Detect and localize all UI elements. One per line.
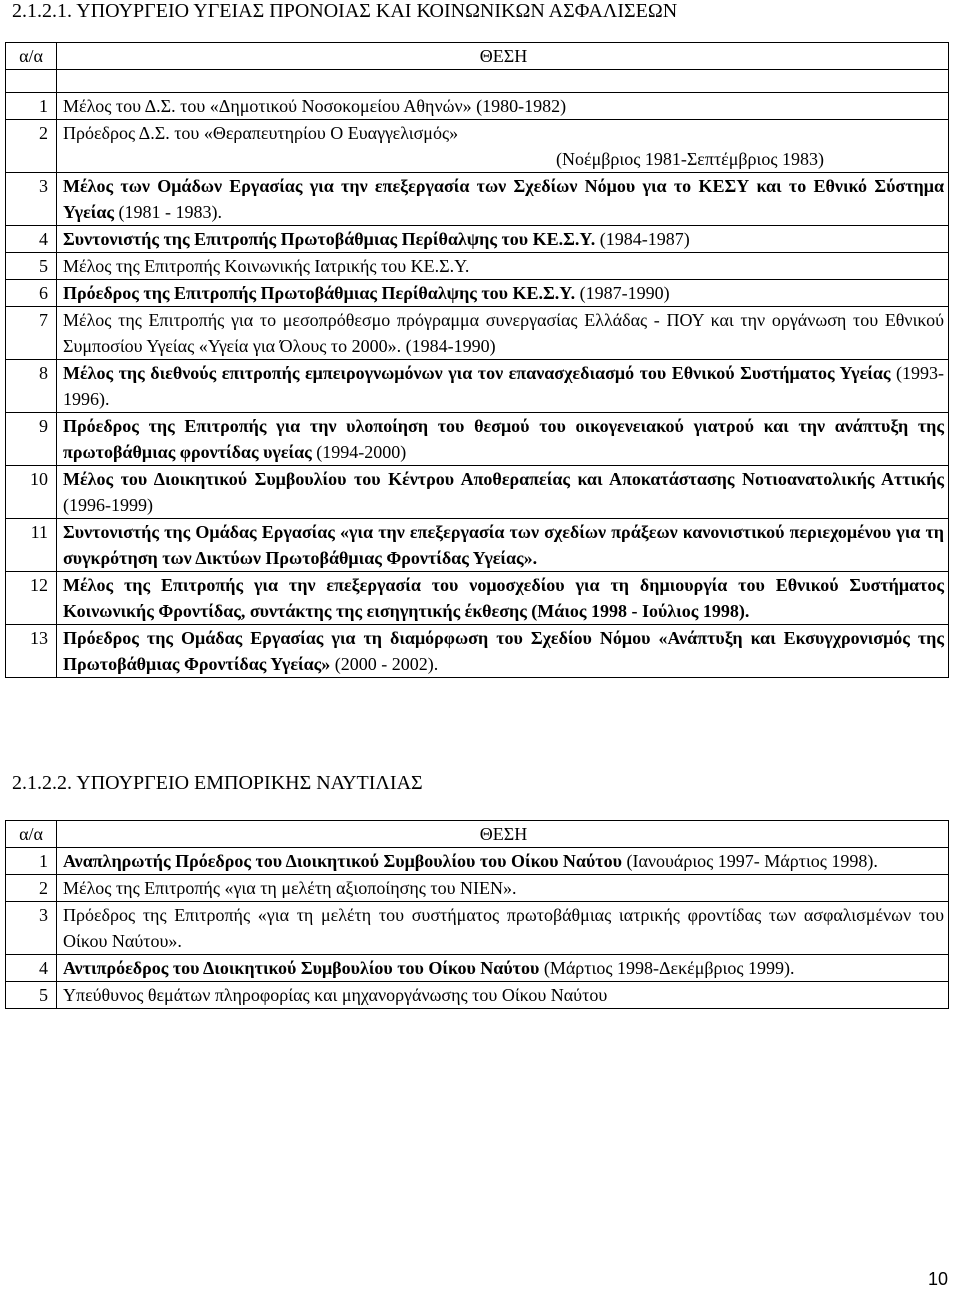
position-text: Μέλος της Επιτροπής «για τη μελέτη αξιοποίησης του ΝΙΕΝ». [63,878,517,898]
position-bold-text: Μέλος της Επιτροπής για την επεξεργασία του νομοσχεδίου για τη δημιουργία του Εθνικού Συστήματος Κοινωνικής Φροντίδας, συντάκτης της εισηγητικής έκθεσης (Μάιος 1998 - Ιούλιος 1998). [63,575,944,621]
row-number: 1 [6,848,57,875]
row-number: 6 [6,280,57,307]
table-row [6,253,949,280]
position-text: Μέλος της Επιτροπής για το μεσοπρόθεσμο πρόγραμμα συνεργασίας Ελλάδας - ΠΟΥ και την οργάνωση του Εθνικού Συμποσίου Υγείας «Υγεία για Όλους το 2000». (1984-1990) [63,310,944,356]
spacer-cell [57,70,949,93]
row-position [57,280,949,307]
row-position [57,120,949,173]
position-text: (1981 - 1983). [114,202,222,222]
position-text: (1984-1987) [595,229,690,249]
row-number: 2 [6,875,57,902]
table-row [6,982,949,1009]
row-position [57,360,949,413]
table-row [6,625,949,678]
row-number: 8 [6,360,57,413]
position-bold-text: Πρόεδρος της Ομάδας Εργασίας για τη διαμόρφωση του Σχεδίου Νόμου «Ανάπτυξη και Εκσυγχρονισμός της Πρωτοβάθμιας Φροντίδας Υγείας» [63,628,944,674]
table-row [6,572,949,625]
position-text: Υπεύθυνος θεμάτων πληροφορίας και μηχανοργάνωσης του Οίκου Ναύτου [63,985,608,1005]
ministry-shipping-table [5,820,949,1009]
row-number: 12 [6,572,57,625]
row-position [57,625,949,678]
col-position-header: ΘΕΣΗ [57,43,949,70]
position-bold-text: Μέλος της διεθνούς επιτροπής εμπειρογνωμόνων για τον επανασχεδιασμό του Εθνικού Συστήματος Υγείας [63,363,891,383]
table-row [6,848,949,875]
row-position [57,307,949,360]
row-number: 3 [6,173,57,226]
row-position [57,848,949,875]
table-row [6,902,949,955]
position-text: Μέλος της Επιτροπής Κοινωνικής Ιατρικής του ΚΕ.Σ.Υ. [63,256,470,276]
row-number: 5 [6,253,57,280]
row-position [57,982,949,1009]
row-number: 13 [6,625,57,678]
row-number: 7 [6,307,57,360]
table-row [6,307,949,360]
row-position [57,875,949,902]
table-row [6,466,949,519]
position-text: (1996-1999) [63,495,153,515]
row-number: 3 [6,902,57,955]
position-bold-text: Πρόεδρος της Επιτροπής Πρωτοβάθμιας Περίθαλψης του ΚΕ.Σ.Υ. [63,283,576,303]
table-row [6,875,949,902]
table-row [6,413,949,466]
table-row [6,519,949,572]
position-bold-text: Πρόεδρος της Επιτροπής για την υλοποίηση του θεσμού του οικογενειακού γιατρού και την ανάπτυξη της πρωτοβάθμιας φροντίδας υγείας [63,416,944,462]
col-num-header: α/α [6,821,57,848]
row-number: 10 [6,466,57,519]
section-2-title: 2.1.2.2. ΥΠΟΥΡΓΕΙΟ ΕΜΠΟΡΙΚΗΣ ΝΑΥΤΙΛΙΑΣ [12,772,423,794]
table-row [6,955,949,982]
spacer-row [6,70,949,93]
table-row [6,280,949,307]
ministry-health-table [5,42,949,678]
row-position [57,226,949,253]
table-header-row [6,43,949,70]
row-number: 2 [6,120,57,173]
table-row [6,226,949,253]
table-row [6,360,949,413]
position-text: (1993-1996). [63,363,944,409]
position-bold-text: Αναπληρωτής Πρόεδρος του Διοικητικού Συμβουλίου του Οίκου Ναύτου [63,851,622,871]
row-number: 5 [6,982,57,1009]
position-text: Μέλος του Δ.Σ. του «Δημοτικού Νοσοκομείου Αθηνών» (1980-1982) [63,96,567,116]
row-position [57,253,949,280]
position-text: Πρόεδρος Δ.Σ. του «Θεραπευτηρίου Ο Ευαγγελισμός» [63,123,459,143]
row-number: 1 [6,93,57,120]
position-text: Πρόεδρος της Επιτροπής «για τη μελέτη του συστήματος πρωτοβάθμιας ιατρικής φροντίδας των ασφαλισμένων του Οίκου Ναύτου». [63,905,944,951]
position-bold-text: Συντονιστής της Επιτροπής Πρωτοβάθμιας Περίθαλψης του ΚΕ.Σ.Υ. [63,229,596,249]
table-header-row [6,821,949,848]
position-bold-text: Μέλος των Ομάδων Εργασίας για την επεξεργασία των Σχεδίων Νόμου για το ΚΕΣΥ και το Εθνικό Σύστημα Υγείας [63,176,944,222]
col-position-header: ΘΕΣΗ [57,821,949,848]
row-number: 4 [6,955,57,982]
row-position [57,519,949,572]
row-number: 11 [6,519,57,572]
table-row [6,93,949,120]
row-number: 9 [6,413,57,466]
table-row [6,173,949,226]
position-bold-text: Αντιπρόεδρος του Διοικητικού Συμβουλίου του Οίκου Ναύτου [63,958,540,978]
row-position [57,572,949,625]
page-number: 10 [927,1269,948,1289]
section-1-title: 2.1.2.1. ΥΠΟΥΡΓΕΙΟ ΥΓΕΙΑΣ ΠΡΟΝΟΙΑΣ ΚΑΙ ΚΟΙΝΩΝΙΚΩΝ ΑΣΦΑΛΙΣΕΩΝ [12,0,678,22]
table-row [6,120,949,173]
row-position [57,173,949,226]
position-text: (Μάρτιος 1998-Δεκέμβριος 1999). [539,958,795,978]
position-text: (2000 - 2002). [330,654,439,674]
position-date-note: (Νοέμβριος 1981-Σεπτέμβριος 1983) [556,149,824,169]
row-position [57,466,949,519]
row-position [57,413,949,466]
position-text: (1987-1990) [575,283,670,303]
row-position [57,902,949,955]
row-position [57,955,949,982]
col-num-header: α/α [6,43,57,70]
row-position [57,93,949,120]
position-bold-text: Μέλος του Διοικητικού Συμβουλίου του Κέντρου Αποθεραπείας και Αποκατάστασης Νοτιοανατολικής Αττικής [63,469,944,489]
position-text: (Ιανουάριος 1997- Μάρτιος 1998). [621,851,878,871]
row-number: 4 [6,226,57,253]
spacer-cell [6,70,57,93]
position-text: (1994-2000) [311,442,407,462]
position-bold-text: Συντονιστής της Ομάδας Εργασίας «για την επεξεργασία των σχεδίων πράξεων κανονιστικού περιεχομένου για τη συγκρότηση των Δικτύων Πρωτοβάθμιας Φροντίδας Υγείας». [63,522,944,568]
